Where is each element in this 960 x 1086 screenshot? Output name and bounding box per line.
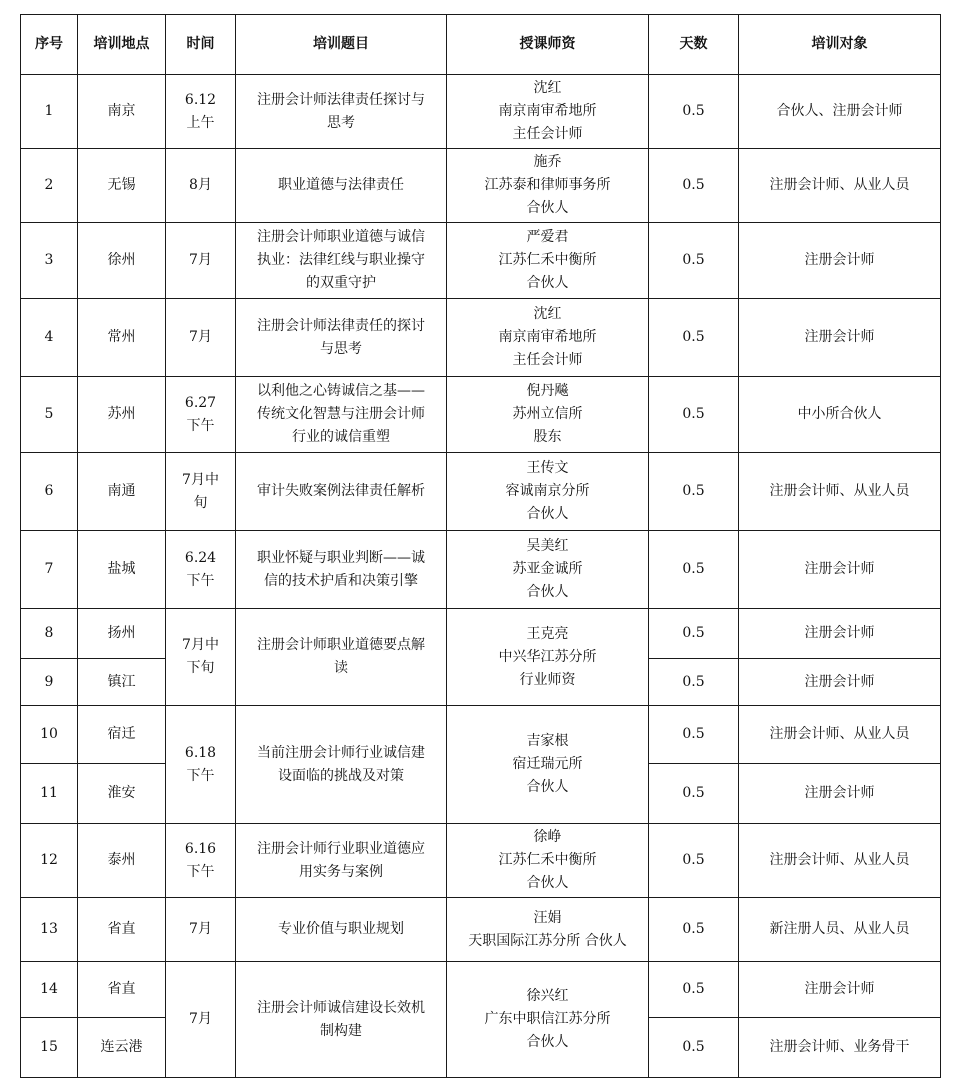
cell-teacher [447, 706, 649, 824]
cell-time [166, 609, 236, 706]
cell-days: 0.5 [649, 299, 739, 377]
topic-line: 当前注册会计师行业诚信建 [257, 744, 425, 761]
teacher-line: 王传文 [526, 460, 569, 476]
cell-time [166, 824, 236, 898]
teacher-line: 主任会计师 [512, 352, 583, 368]
cell-no: 6 [21, 453, 78, 531]
cell-place: 常州 [78, 299, 166, 377]
cell-days: 0.5 [649, 377, 739, 453]
time-line: 8月 [189, 177, 212, 193]
table-row [21, 75, 941, 149]
cell-place: 扬州 [78, 609, 166, 659]
teacher-line: 容诚南京分所 [505, 483, 590, 499]
teacher-line: 江苏仁禾中衡所 [498, 252, 597, 268]
teacher-line: 股东 [533, 429, 562, 445]
topic-line: 职业道德与法律责任 [278, 177, 404, 193]
header-row [21, 15, 941, 75]
cell-place: 盐城 [78, 531, 166, 609]
teacher-line: 苏州立信所 [512, 406, 583, 422]
time-line: 7月中 [182, 471, 219, 488]
teacher-line: 吴美红 [526, 538, 569, 554]
cell-time [166, 962, 236, 1078]
cell-target: 注册会计师 [739, 223, 941, 299]
teacher-line: 宿迁瑞元所 [512, 756, 583, 772]
header-time: 时间 [166, 15, 236, 75]
cell-days: 0.5 [649, 824, 739, 898]
topic-line: 信的技术护盾和决策引擎 [264, 572, 418, 589]
cell-place: 泰州 [78, 824, 166, 898]
cell-target: 注册会计师 [739, 609, 941, 659]
cell-topic [236, 75, 447, 149]
time-line: 6.27 [184, 394, 217, 411]
topic-line: 注册会计师行业职业道德应 [257, 840, 425, 857]
table-row [21, 824, 941, 898]
cell-time [166, 377, 236, 453]
teacher-line: 吉家根 [526, 733, 569, 749]
topic-line: 的双重守护 [306, 275, 376, 291]
time-line: 7月 [189, 921, 212, 937]
time-line: 6.16 [184, 840, 217, 857]
header-days: 天数 [649, 15, 739, 75]
cell-topic [236, 706, 447, 824]
cell-no: 1 [21, 75, 78, 149]
teacher-line: 江苏仁禾中衡所 [498, 852, 597, 868]
teacher-line: 天职国际江苏分所 合伙人 [468, 932, 627, 949]
teacher-line: 合伙人 [526, 584, 569, 600]
header-teacher: 授课师资 [447, 15, 649, 75]
cell-no: 7 [21, 531, 78, 609]
topic-line: 注册会计师法律责任探讨与 [257, 91, 425, 108]
cell-place: 徐州 [78, 223, 166, 299]
topic-line: 审计失败案例法律责任解析 [257, 483, 425, 499]
topic-line: 与思考 [320, 340, 362, 357]
time-line: 下午 [186, 863, 215, 880]
cell-time [166, 898, 236, 962]
cell-target: 注册会计师、从业人员 [739, 824, 941, 898]
cell-days: 0.5 [649, 609, 739, 659]
cell-days: 0.5 [649, 962, 739, 1018]
teacher-line: 严爱君 [526, 229, 569, 245]
cell-topic [236, 377, 447, 453]
topic-line: 执业：法律红线与职业操守 [257, 252, 425, 268]
teacher-line: 广东中职信江苏分所 [484, 1011, 611, 1027]
cell-teacher [447, 223, 649, 299]
header-no: 序号 [21, 15, 78, 75]
cell-topic [236, 824, 447, 898]
time-line: 下午 [186, 417, 215, 434]
table-row [21, 299, 941, 377]
cell-place: 苏州 [78, 377, 166, 453]
topic-line: 注册会计师法律责任的探讨 [257, 317, 425, 334]
cell-place: 无锡 [78, 149, 166, 223]
teacher-line: 沈红 [533, 306, 562, 322]
cell-target: 注册会计师、从业人员 [739, 453, 941, 531]
cell-no: 8 [21, 609, 78, 659]
cell-place: 镇江 [78, 659, 166, 706]
cell-time [166, 453, 236, 531]
cell-target: 合伙人、注册会计师 [739, 75, 941, 149]
table-row [21, 223, 941, 299]
cell-place: 南通 [78, 453, 166, 531]
cell-no: 2 [21, 149, 78, 223]
time-line: 7月 [189, 252, 212, 268]
cell-teacher [447, 531, 649, 609]
cell-teacher [447, 962, 649, 1078]
cell-no: 4 [21, 299, 78, 377]
time-line: 6.18 [184, 744, 217, 761]
cell-days: 0.5 [649, 531, 739, 609]
cell-topic [236, 453, 447, 531]
table-row [21, 706, 941, 764]
cell-teacher [447, 453, 649, 531]
cell-time [166, 75, 236, 149]
time-line: 旬 [193, 494, 208, 511]
teacher-line: 苏亚金诚所 [512, 561, 583, 577]
time-line: 上午 [186, 114, 215, 131]
teacher-line: 王克亮 [526, 625, 569, 642]
header-place: 培训地点 [78, 15, 166, 75]
header-topic: 培训题目 [236, 15, 447, 75]
topic-line: 专业价值与职业规划 [278, 921, 404, 937]
cell-no: 13 [21, 898, 78, 962]
cell-no: 5 [21, 377, 78, 453]
cell-days: 0.5 [649, 75, 739, 149]
teacher-line: 南京南审希地所 [498, 103, 597, 119]
topic-line: 注册会计师职业道德要点解 [257, 637, 425, 653]
cell-no: 10 [21, 706, 78, 764]
cell-place: 南京 [78, 75, 166, 149]
cell-time [166, 531, 236, 609]
cell-time [166, 149, 236, 223]
cell-place: 省直 [78, 898, 166, 962]
teacher-line: 徐峥 [533, 829, 562, 845]
cell-time [166, 223, 236, 299]
teacher-line: 合伙人 [526, 779, 569, 795]
cell-target: 注册会计师 [739, 764, 941, 824]
cell-teacher [447, 824, 649, 898]
cell-place: 淮安 [78, 764, 166, 824]
teacher-line: 施乔 [533, 154, 562, 170]
cell-days: 0.5 [649, 223, 739, 299]
teacher-line: 汪娟 [533, 909, 562, 926]
cell-topic [236, 898, 447, 962]
cell-teacher [447, 377, 649, 453]
time-line: 下午 [186, 572, 215, 589]
topic-line: 思考 [327, 114, 355, 131]
cell-teacher [447, 149, 649, 223]
teacher-line: 南京南审希地所 [498, 329, 597, 345]
cell-time [166, 299, 236, 377]
cell-no: 9 [21, 659, 78, 706]
cell-days: 0.5 [649, 1018, 739, 1078]
cell-no: 11 [21, 764, 78, 824]
teacher-line: 主任会计师 [512, 126, 583, 142]
teacher-line: 合伙人 [526, 275, 569, 291]
table-row [21, 962, 941, 1018]
cell-target: 注册会计师 [739, 962, 941, 1018]
cell-target: 注册会计师、从业人员 [739, 706, 941, 764]
teacher-line: 合伙人 [526, 1034, 569, 1050]
cell-place: 连云港 [78, 1018, 166, 1078]
topic-line: 读 [334, 660, 348, 676]
cell-topic [236, 609, 447, 706]
topic-line: 行业的诚信重塑 [292, 429, 390, 445]
topic-line: 传统文化智慧与注册会计师 [257, 406, 425, 422]
cell-place: 宿迁 [78, 706, 166, 764]
teacher-line: 江苏泰和律师事务所 [484, 177, 611, 193]
cell-no: 3 [21, 223, 78, 299]
time-line: 下旬 [186, 660, 215, 676]
cell-target: 注册会计师、业务骨干 [739, 1018, 941, 1078]
teacher-line: 沈红 [533, 80, 562, 96]
teacher-line: 行业师资 [519, 671, 576, 688]
cell-topic [236, 149, 447, 223]
topic-line: 设面临的挑战及对策 [278, 767, 404, 784]
cell-teacher [447, 299, 649, 377]
cell-days: 0.5 [649, 764, 739, 824]
topic-line: 以利他之心铸诚信之基—— [257, 383, 425, 399]
cell-topic [236, 223, 447, 299]
table-row [21, 377, 941, 453]
time-line: 6.12 [184, 91, 217, 108]
cell-time [166, 706, 236, 824]
cell-days: 0.5 [649, 706, 739, 764]
time-line: 下午 [186, 767, 215, 784]
topic-line: 注册会计师职业道德与诚信 [257, 229, 425, 245]
teacher-line: 合伙人 [526, 200, 569, 216]
cell-days: 0.5 [649, 659, 739, 706]
cell-topic [236, 299, 447, 377]
cell-target: 注册会计师 [739, 659, 941, 706]
table-row [21, 898, 941, 962]
table-row [21, 453, 941, 531]
table-row [21, 609, 941, 659]
cell-teacher [447, 898, 649, 962]
cell-topic [236, 531, 447, 609]
cell-teacher [447, 609, 649, 706]
cell-target: 注册会计师、从业人员 [739, 149, 941, 223]
teacher-line: 徐兴红 [526, 988, 569, 1004]
table-row [21, 149, 941, 223]
cell-teacher [447, 75, 649, 149]
cell-target: 中小所合伙人 [739, 377, 941, 453]
cell-target: 注册会计师 [739, 299, 941, 377]
topic-line: 注册会计师诚信建设长效机 [257, 999, 425, 1016]
time-line: 7月 [189, 1011, 212, 1027]
cell-days: 0.5 [649, 898, 739, 962]
topic-line: 用实务与案例 [299, 863, 383, 880]
topic-line: 职业怀疑与职业判断——诚 [257, 549, 425, 566]
teacher-line: 中兴华江苏分所 [498, 648, 597, 665]
teacher-line: 倪丹飚 [526, 383, 569, 399]
table-row [21, 531, 941, 609]
time-line: 7月中 [182, 637, 219, 653]
header-target: 培训对象 [739, 15, 941, 75]
cell-days: 0.5 [649, 149, 739, 223]
cell-target: 注册会计师 [739, 531, 941, 609]
cell-no: 15 [21, 1018, 78, 1078]
time-line: 6.24 [184, 549, 217, 566]
cell-target: 新注册人员、从业人员 [739, 898, 941, 962]
cell-no: 14 [21, 962, 78, 1018]
cell-days: 0.5 [649, 453, 739, 531]
teacher-line: 合伙人 [526, 506, 569, 522]
time-line: 7月 [189, 329, 212, 345]
cell-no: 12 [21, 824, 78, 898]
topic-line: 制构建 [320, 1022, 362, 1039]
training-schedule-table [20, 14, 941, 1078]
teacher-line: 合伙人 [526, 875, 569, 891]
cell-place: 省直 [78, 962, 166, 1018]
cell-topic [236, 962, 447, 1078]
